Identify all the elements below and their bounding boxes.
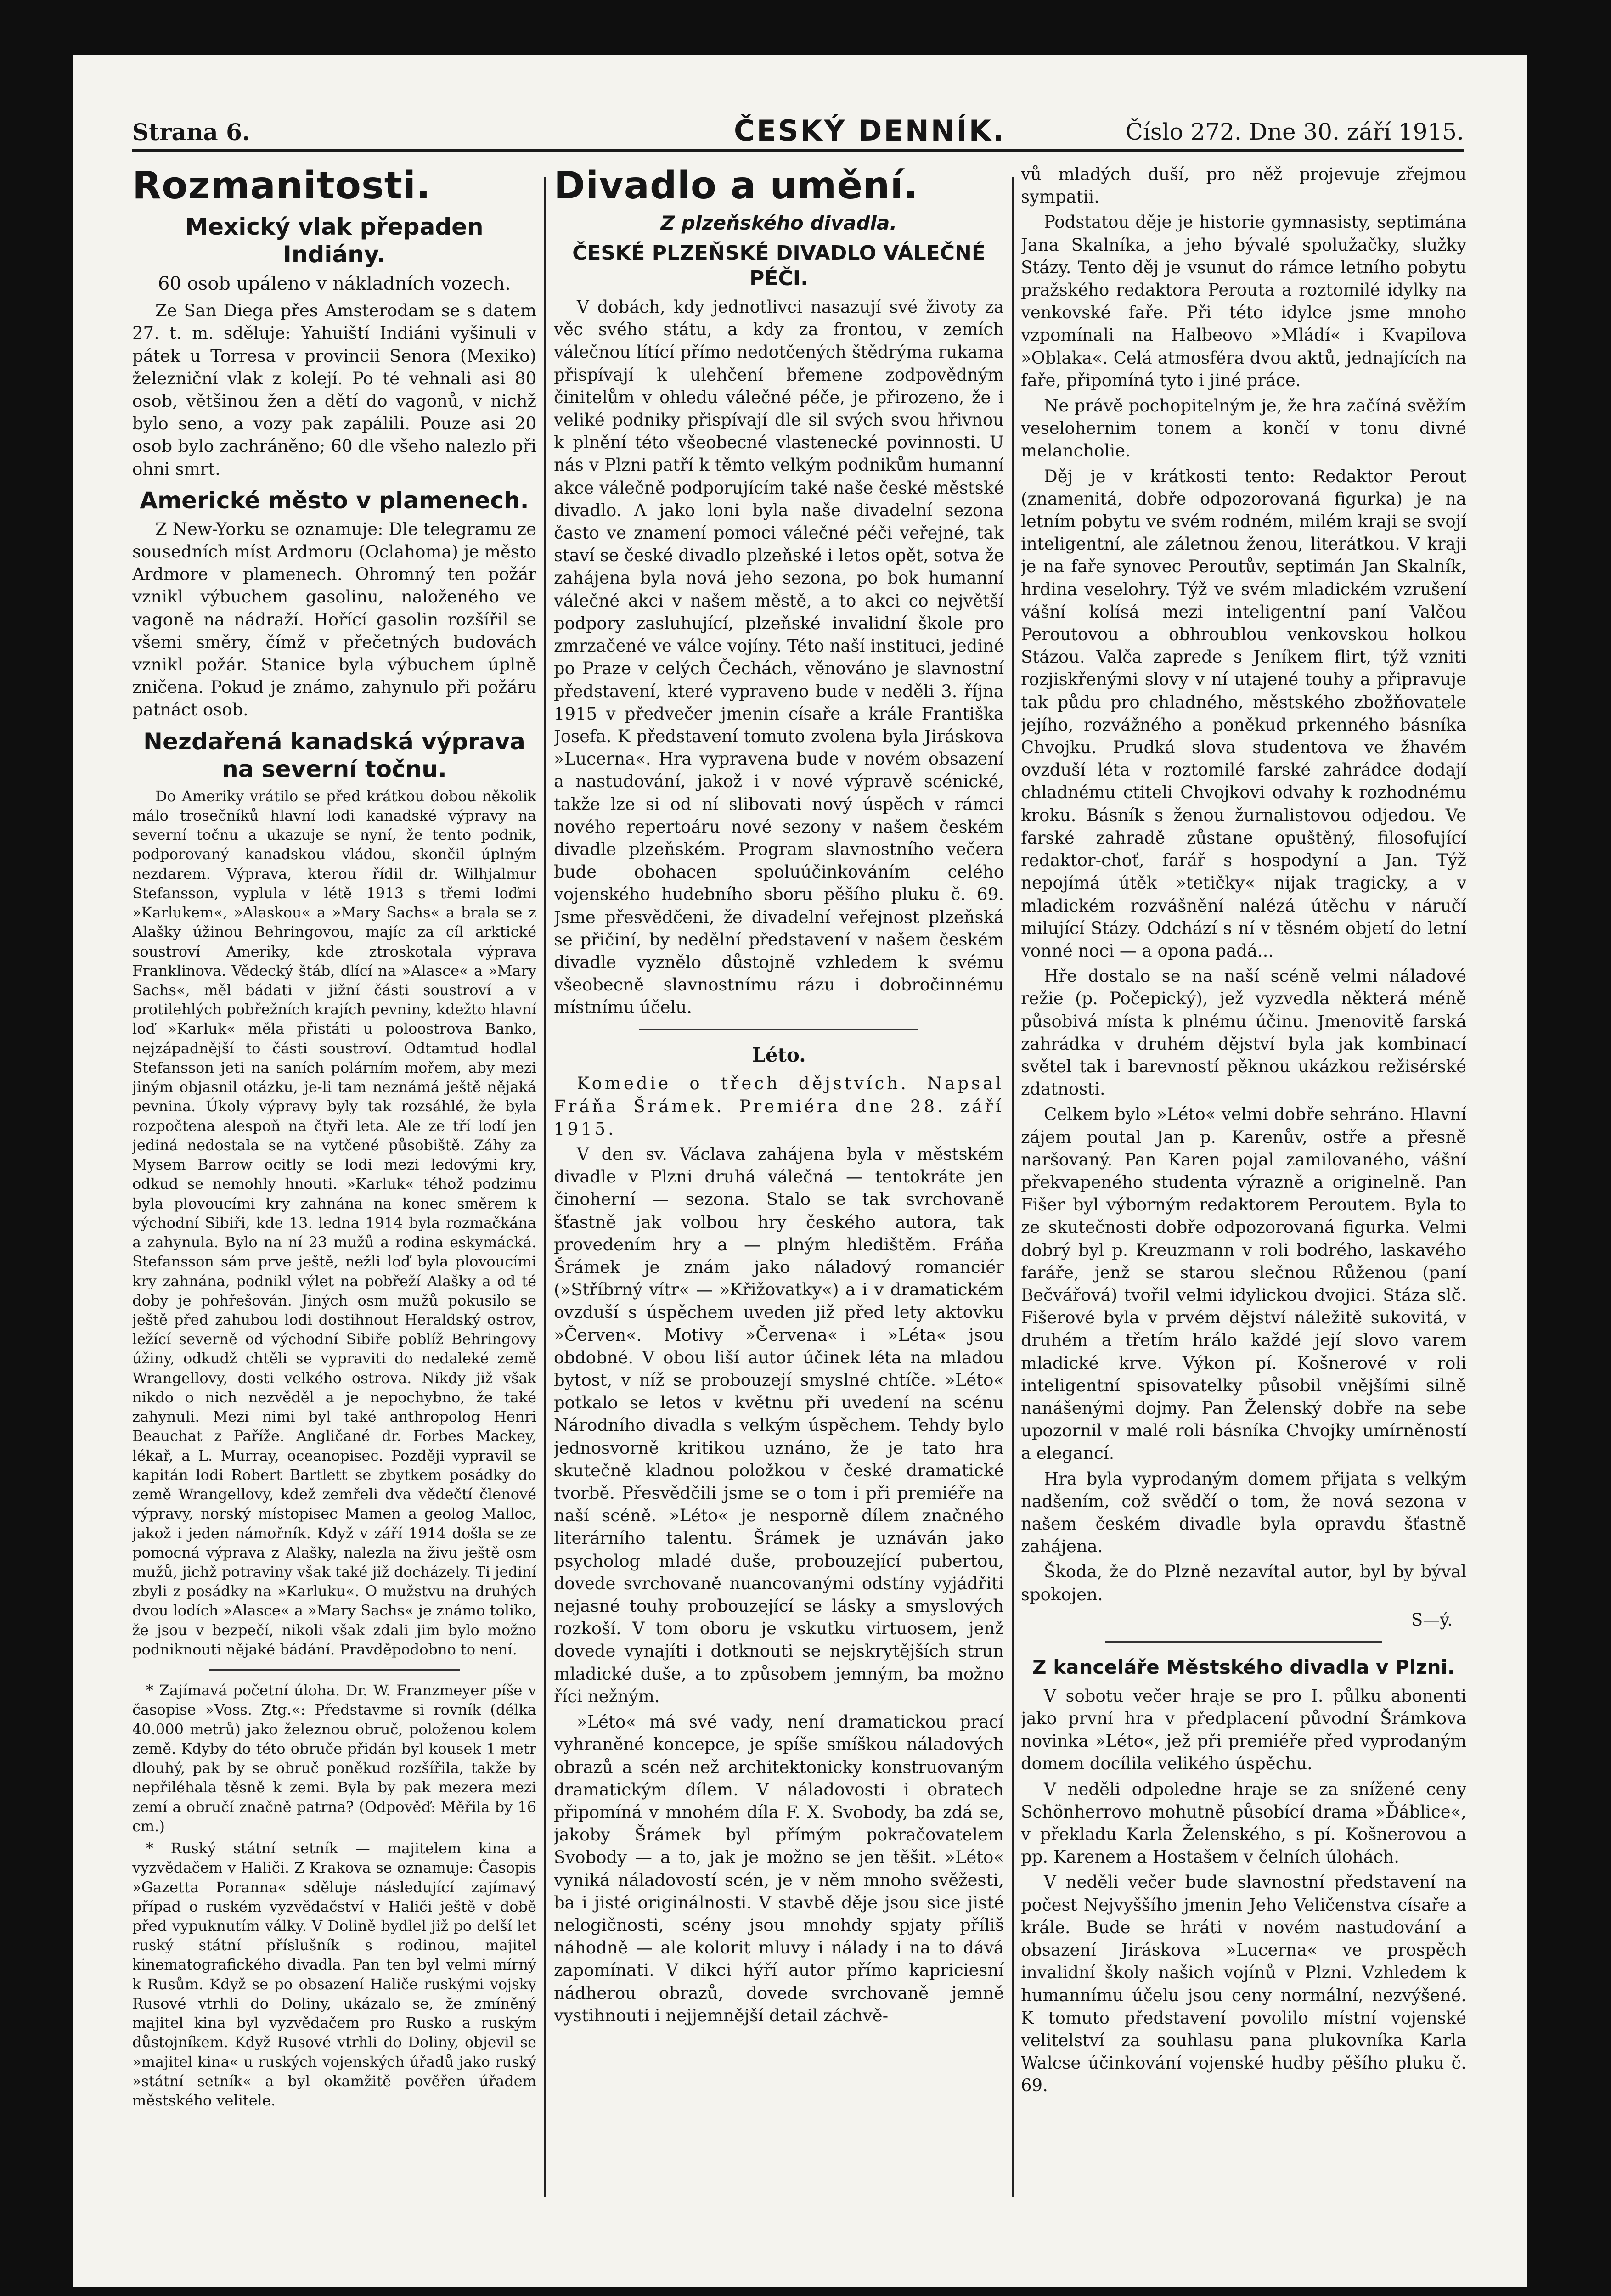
section-subtitle: Z plzeňského divadla. [660, 212, 897, 235]
article-paragraph: Z New-Yorku se oznamuje: Dle telegramu ze sousedních míst Ardmoru (Oclahoma) je město Ardmore v plamenech. Ohromný ten požár vznikl výbuchem gasolinu, naloženého ve vagoně na nádraží. Hořící gasolin rozšířil se všemi směry, čímž v přečetných budovách vznikl požár. Stanice byla výbuchem úplně zničena. Pokud je známo, zahynulo při požáru patnáct osob. [132, 519, 536, 720]
article-headline: Americké město v plamenech. [140, 487, 529, 514]
article-headline: Nezdařená kanadská výprava na severní točnu. [143, 728, 525, 782]
article-paragraph: Hře dostalo se na naší scéně velmi náladové režie (p. Počepický), jež vyzvedla některá méně působivá místa k plnému účinu. Jmenovitě farská zahrádka v druhém dějství byla jak kombinací světel tak i barevností pěknou ukázkou režisérské zdatnosti. [1021, 966, 1466, 1099]
article-paragraph: Celkem bylo »Léto« velmi dobře sehráno. Hlavní zájem poutal Jan p. Karenův, ostře a přesně naršovaný. Pan Karen pojal zamilovaného, vášní překvapeného studenta výrazně a originelně. Pan Fišer byl výborným redaktorem Peroutem. Byla to ze skutečnosti dobře odpozorovaná figurka. Velmi dobrý byl p. Kreuzmann v roli bodrého, laskavého faráře, jenž se starou slečnou Růženou (paní Bečvářová) tvořil velmi idylickou dvojici. Stáza slč. Fišerové byla v prvém dějství náležitě sukovitá, v druhém a třetím hrálo každé její slovo varem mladické krve. Výkon pí. Košnerové v roli inteligentní spisovatelky působil vnějšími silně nanášenými dojmy. Pan Želenský dobře na sebe upozornil v malé roli básníka Chvojky umírněností a elegancí. [1021, 1104, 1466, 1463]
column-middle [554, 165, 1004, 2204]
article-paragraph: V dobách, kdy jednotlivci nasazují své životy za věc svého státu, a kdy za frontou, v zemích válečnou lítící přímo nedotčených štědrýma rukama přispívají k ulehčení břemene zodpovědným činitelům v ohledu válečné péče, je přirozeno, že i veliké podniky přispívají dle sil svých svou hřivnou k plnění této všeobecné vlastenecké povinnosti. U nás v Plzni patří k těmto velkým podnikům humanní akce válečně podporujícím také naše české městské divadlo. A jako loni byla naše divadelní sezona často ve znamení pomoci válečné péči veřejné, tak staví se české divadlo plzeňské i letos opět, sotva že zahájena byla nová jeho sezona, po bok humanní válečné akci v našem městě, a to akci co největší podpory zasluhující, plzeňské invalidní škole pro zmrzačené ve válce vojíny. Této naší instituci, jediné po Praze v celých Čechách, věnováno je slavnostní představení, které vypraveno bude v neděli 3. října 1915 v předvečer jmenin císaře a krále Františka Josefa. K představení tomuto zvolena byla Jiráskova »Lucerna«. Hra vypravena bude v novém obsazení a nastudování, jakož i v nové výpravě scénické, takže lze si od ní slibovati nový úspěch v rámci nového repertoáru nové sezony v našem českém divadle plzeňském. Program slavnostního večera bude obohacen spoluúčinkováním celého vojenského hudebního sboru pěšího pluku č. 69. Jsme přesvědčeni, že divadelní veřejnost plzeňská se přičiní, by nedělní představení v našem českém divadle vyznělo důstojně vzhledem k svému všeobecně slavnostnímu rázu i dobročinnému místnímu účelu. [554, 297, 1004, 1018]
article-paragraph: vů mladých duší, pro něž projevuje zřejmou sympatii. [1021, 164, 1466, 207]
notice-paragraph: * Zajímavá početní úloha. Dr. W. Franzmeyer píše v časopise »Voss. Ztg.«: Představme si rovník (délka 40.000 metrů) jako železnou obruč, položenou kolem země. Kdyby do této obruče přidán byl kousek 1 metr dlouhý, pak by se obruč poněkud rozšířila, takže by nepřiléhala těsně k zemi. Byla by pak mezera mezi zemí a obručí značně patrna? (Odpověď: Měřila by 16 cm.) [132, 1682, 536, 1835]
column-right [1021, 163, 1466, 2202]
issue-date: Číslo 272. Dne 30. září 1915. [1125, 118, 1464, 145]
article-divider [209, 1669, 460, 1671]
header-rule [132, 149, 1464, 152]
column-rule-1 [544, 177, 546, 2197]
article-paragraph: V neděli večer bude slavnostní představení na počest Nejvyššího jmenin Jeho Veličenstva císaře a krále. Bude se hráti v novém nastudování a obsazení Jiráskova »Lucerna« ve prospěch invalidní školy našich vojínů v Plzni. Vzhledem k humannímu účelu jsou ceny normální, nezvýšené. K tomuto představení povolilo místní vojenské velitelství za souhlasu pana plukovníka Karla Walcse účinkování vojenské hudby pěšího pluku č. 69. [1021, 1872, 1466, 2096]
review-title: Léto. [752, 1043, 806, 1066]
section-title-rozmanitosti: Rozmanitosti. [132, 165, 431, 208]
article-paragraph: V sobotu večer hraje se pro I. půlku abonenti jako první hra v předplacení původní Šrámkova novinka »Léto«, jež při premiéře před vyprodaným domem docílila velikého úspěchu. [1021, 1686, 1466, 1774]
article-paragraph: Škoda, že do Plzně nezavítal autor, byl by býval spokojen. [1021, 1562, 1466, 1604]
article-paragraph: Hra byla vyprodaným domem přijata s velkým nadšením, což svědčí o tom, že nová sezona v našem českém divadle byla opravdu šťastně zahájena. [1021, 1469, 1466, 1557]
article-paragraph: Do Ameriky vrátilo se před krátkou dobou několik málo trosečníků hlavní lodi kanadské výpravy na severní točnu a ukazuje se nyní, že tento podnik, podporovaný kanadskou vládou, skončil úplným nezdarem. Výprava, kterou řídil dr. Wilhjalmur Stefansson, vyplula v létě 1913 s třemi loďmi »Karlukem«, »Alaskou« a »Mary Sachs« a brala se z Alašky úžinou Behringovou, majíc za cíl arktické soustroví Ameriky, kde ztroskotala výprava Franklinova. Vědecký štáb, dlící na »Alasce« a »Mary Sachs«, měl bádati v jižní části soustroví a v protilehlých pobřežních krajích pevniny, kdežto hlavní loď »Karluk« měla přistáti u poloostrova Banko, nejzápadnější to části soustroví. Odtamtud hodlal Stefansson jeti na saních polárním mořem, aby mezi jiným objasnil otázku, je-li tam neznámá ještě nějaká pevnina. Úkoly výpravy byly tak rozsáhlé, že byla rozpočtena alespoň na čtyři leta. Ale ze tří lodí jen jediná nedostala se na vytčené působiště. Záhy za Mysem Barrow ocitly se lodi mezi ledovými kry, odkud se nemohly hnouti. »Karluk« téhož podzimu byla plovoucími kry zahnána na konec směrem k východní Sibiři, kde 13. ledna 1914 byla rozmačkána a zahynula. Bylo na ní 23 mužů a rodina eskymácká. Stefansson sám prve ještě, nežli loď byla plovoucími kry zahnána, podnikl výlet na pobřeží Alašky a od té doby je pohřešován. Jiných osm mužů pokusilo se ještě před zahubou lodi dostihnout Heraldský ostrov, ležící severně od východní Sibiře poblíž Behringovy úžiny, odkudž chtěli se vypraviti do nedaleké země Wrangellovy, dosti velkého ostrova. Nikdy již však nikdo o nich nezvěděl a je nepochybno, že také zahynuli. Mezi nimi byl také anthropolog Henri Beauchat z Paříže. Angličané dr. Forbes Mackey, lékař, a L. Murray, oceanopisec. Později vypravil se kapitán lodi Robert Bartlett se zbytkem posádky do země Wrangellovy, kdež zemřeli dva vědečtí členové výpravy, norský místopisec Mamen a geolog Malloc, jakož i jeden námořník. Když v září 1914 došla se ze pomocná výprava z Alašky, nalezla na živu ještě osm mužů, jichž potraviny však také již docházely. Ti jediní zbyli z posádky na »Karluku«. O mužstvu na druhých dvou lodích »Alasce« a »Mary Sachs« je známo toliko, že jsou v bezpečí, nikoli však zdali jim bylo možno podniknouti nějaké bádání. Pravděpodobno to není. [132, 787, 536, 1658]
article-paragraph: »Léto« má své vady, není dramatickou prací vyhraněné koncepce, je spíše smíškou náladových obrazů a scén než architektonicky konstruovaným dramatickým dílem. V náladovosti i obratech připomíná v mnohém díla F. X. Svobody, ba zdá se, jakoby Šrámek byl přímým pokračovatelem Svobody — a to, jak je možno se jen těšit. »Léto« vyniká náladovostí scén, je v něm mnoho svěžesti, ba i jisté originálnosti. V stavbě děje jsou sice jisté nelogičnosti, scény jsou mnohdy spjaty příliš náhodně — ale kolorit mluvy i nálady i na to dává zapomínati. V dikci hýří autor přímo kapriciesní nádherou obrazů, dovede svrchovaně jemně vystihnouti i nejjemnější detail záchvě- [554, 1712, 1004, 2026]
review-intro: Komedie o třech dějstvích. Napsal Fráňa Šrámek. Premiéra dne 28. září 1915. [554, 1074, 1004, 1139]
page-number: Strana 6. [132, 118, 250, 146]
author-signature: S—ý. [1411, 1609, 1453, 1630]
article-paragraph: Podstatou děje je historie gymnasisty, septimána Jana Skalníka, a jeho bývalé spolužačky, služky Stázy. Tento děj je vsunut do rámce letního pobytu pražského redaktora Perouta a roztomilé idylky na venkovské faře. Při této idylce jsme mnoho vzpomínali na Halbeovo »Mládí« i Kvapilova »Oblaka«. Celá atmosféra dvou aktů, jednajících na faře, připomíná tyto i jiné práce. [1021, 212, 1466, 390]
column-left [132, 165, 536, 2204]
newspaper-page [73, 55, 1527, 2287]
article-paragraph: Ne právě pochopitelným je, že hra začíná svěžím veselohernim tonem a končí v tonu divné melancholie. [1021, 396, 1466, 461]
article-paragraph: V den sv. Václava zahájena byla v městském divadle v Plzni druhá válečná — tentokráte jen činoherní — sezona. Stalo se tak svrchovaně šťastně jak volbou hry českého autora, tak provedením hry a — plným hledištěm. Fráňa Šrámek je znám jako náladový romanciér (»Stříbrný vítr« — »Křižovatky«) a i v dramatickém ovzduší s úspěchem uveden již před lety aktovku »Červen«. Motivy »Červena« i »Léta« jsou obdobné. V obou liší autor účinek léta na mladou bytost, v níž se probouzejí smyslné chtíče. »Léto« potkalo se letos v květnu při uvedení na scénu Národního divadla s velkým úspěchem. Tehdy bylo jednosvorně kritikou uznáno, že je tato hra skutečně kladnou položkou v české dramatické tvorbě. Přesvědčili jsme se o tom i při premiéře na naší scéně. »Léto« je nesporně dílem značného literárního talentu. Šrámek je uznáván jako psycholog mladé duše, probouzející pubertou, dovede svrchovaně nuancovanými odstíny vyjádřiti nejasné touhy probouzející se lásky a smyslových rozkoší. V tom oboru je vskutku virtuosem, jenž dovede vynajíti i dotknouti se nejskrytějších strun mladické duše, a to způsobem jemným, ba možno říci nežným. [554, 1144, 1004, 1706]
article-subheadline: 60 osob upáleno v nákladních vozech. [158, 273, 511, 295]
article-headline: Z kanceláře Městského divadla v Plzni. [1032, 1656, 1455, 1678]
article-paragraph: Děj je v krátkosti tento: Redaktor Perout (znamenitá, dobře odpozorovaná figurka) je na letním pobytu ve svém rodném, milém kraji se svojí inteligentní, ale záletnou ženou, literátkou. V kraji je na faře synovec Peroutův, septimán Jan Skalník, hrdina veselohry. Týž ve svém mladickém vzrušení vášní kolísá mezi inteligentní paní Valčou Peroutovou a obhroublou venkovskou holkou Stázou. Valča zaprede s Jeníkem flirt, týž vzniti rozjiskřenými slovy v ní utajené touhy a připravuje tak půdu pro chladného, městského zbožňovatele jejího, rozvážného a poněkud prkenného básníka Chvojku. Prudká slova studentova ve žhavém ovzduší léta v roztomilé farské zahrádce dodají chladnému ctiteli Chvojkovi odvahy k rozhodnému kroku. Básník s ženou žurnalistovou odjedou. Ve farské zahradě zůstane opuštěný, filosofující redaktor-choť, farář s hospodyní a Jan. Týž nepojímá útěk »tetičky« nijak tragicky, a v mladickém rozvášnění nalézá útěchu v náručí milující Stázy. Odchází s ní v těsném objetí do letní vonné noci — a opona padá... [1021, 466, 1466, 961]
article-paragraph: Ze San Diega přes Amsterodam se s datem 27. t. m. sděluje: Yahuiští Indiáni vyšinuli v pátek u Torresa v provincii Senora (Mexiko) železniční vlak z kolejí. Po té vehnali asi 80 osob, většinou žen a dětí do vagonů, v nichž bylo seno, a vozy pak zapálili. Pouze asi 20 osob bylo zachráněno; 60 dle všeho nalezlo při ohni smrt. [132, 301, 536, 479]
column-rule-2 [1012, 177, 1014, 2197]
article-headline: Mexický vlak přepaden Indiány. [185, 214, 484, 268]
article-divider [1105, 1641, 1381, 1643]
article-paragraph: V neděli odpoledne hraje se za snížené ceny Schönherrovo mohutně působící drama »Ďáblice«, v překladu Karla Želenského, s pí. Košnerovou a pp. Karenem a Hostašem v čelních úlohách. [1021, 1779, 1466, 1867]
article-divider [639, 1029, 918, 1030]
article-headline: ČESKÉ PLZEŇSKÉ DIVADLO VÁLEČNÉ PÉČI. [572, 242, 986, 291]
notice-paragraph: * Ruský státní setník — majitelem kina a vyzvědačem v Haliči. Z Krakova se oznamuje: Časopis »Gazetta Poranna« sděluje následující zajímavý případ o ruském vyzvědačství v Haliči ještě v době před vypuknutím války. V Dolině bydlel již po delší let ruský státní příslušník s rodinou, majitel kinematografického divadla. Pan ten byl velmi mírný k Rusům. Když se po obsazení Haliče ruskými vojsky Rusové vtrhli do Doliny, ukázalo se, že zmíněný majitel kina byl vyzvědačem pro Rusko a ruským důstojníkem. Když Rusové vtrhli do Doliny, objevil se »majitel kina« u ruských vojenských úřadů jako ruský »státní setník« a byl okamžitě pověřen úřadem městského velitele. [132, 1840, 536, 2110]
section-title-divadlo: Divadlo a umění. [554, 165, 918, 208]
newspaper-title: ČESKÝ DENNÍK. [734, 114, 1006, 147]
